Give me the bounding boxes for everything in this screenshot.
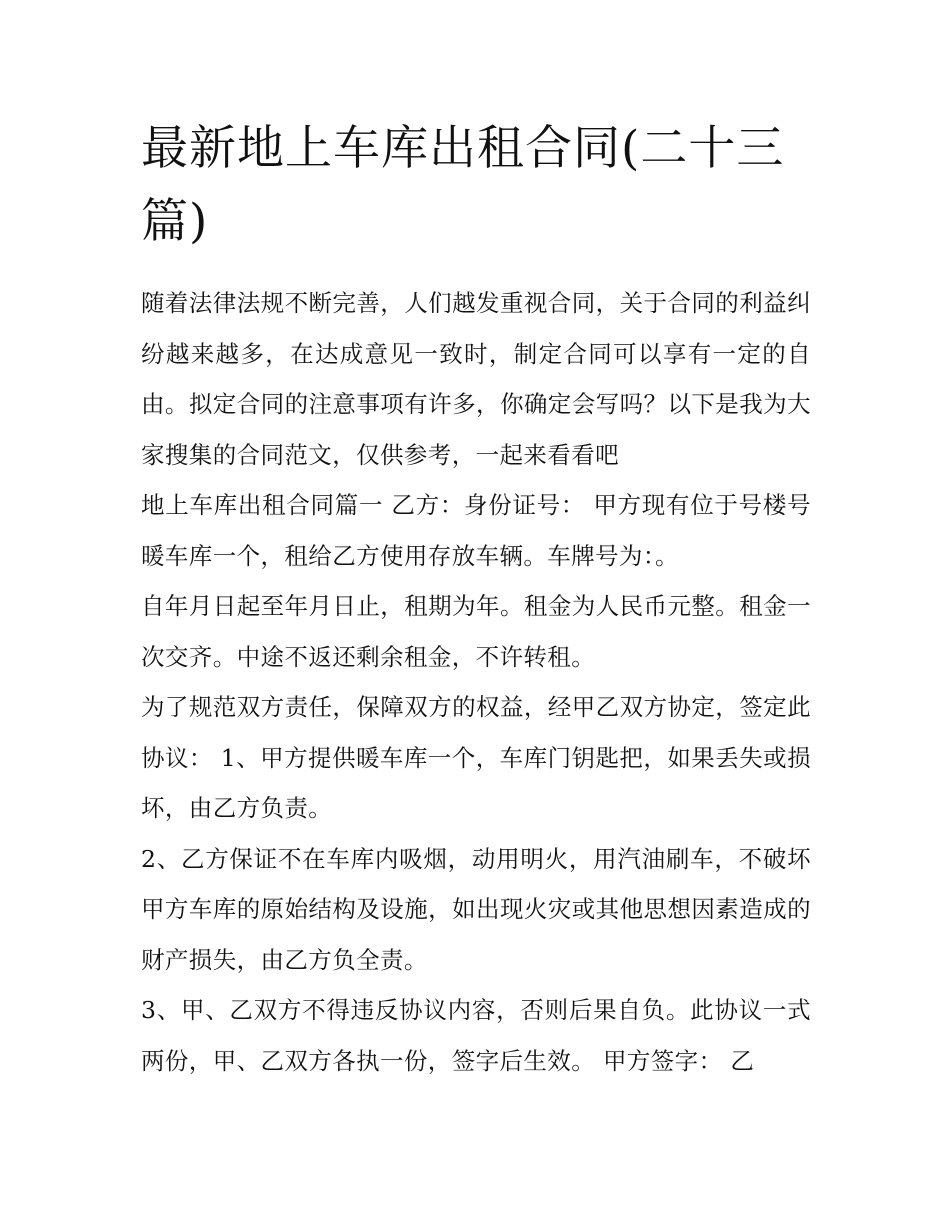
paragraph-clause-2: 2、乙方保证不在车库内吸烟，动用明火，用汽油刷车，不破坏甲方车库的原始结构及设施，如出现火灾或其他思想因素造成的财产损失，由乙方负全责。 — [141, 844, 811, 974]
document-page — [141, 112, 811, 1086]
paragraph-term-rent: 自年月日起至年月日止，租期为年。租金为人民币元整。租金一次交齐。中途不返还剩余租金，不许转租。 — [141, 592, 811, 671]
paragraph-clause-1: 为了规范双方责任，保障双方的权益，经甲乙双方协定，签定此协议： 1、甲方提供暖车库一个，车库门钥匙把，如果丢失或损坏，由乙方负责。 — [141, 693, 811, 822]
paragraph-intro: 随着法律法规不断完善，人们越发重视合同，关于合同的利益纠纷越来越多，在达成意见一致时，制定合同可以享有一定的自由。拟定合同的注意事项有许多，你确定会写吗？以下是我为大家搜集的合同范文，仅供参考，一起来看看吧 — [141, 289, 811, 469]
paragraph-clause-3: 3、甲、乙双方不得违反协议内容，否则后果自负。此协议一式两份，甲、乙双方各执一份，签字后生效。 甲方签字： 乙 — [141, 996, 811, 1075]
paragraph-contract-one: 地上车库出租合同篇一 乙方：身份证号： 甲方现有位于号楼号暖车库一个，租给乙方使用存放车辆。车牌号为：。 — [141, 491, 811, 570]
document-title: 最新地上车库出租合同(二十三篇) — [141, 121, 785, 249]
